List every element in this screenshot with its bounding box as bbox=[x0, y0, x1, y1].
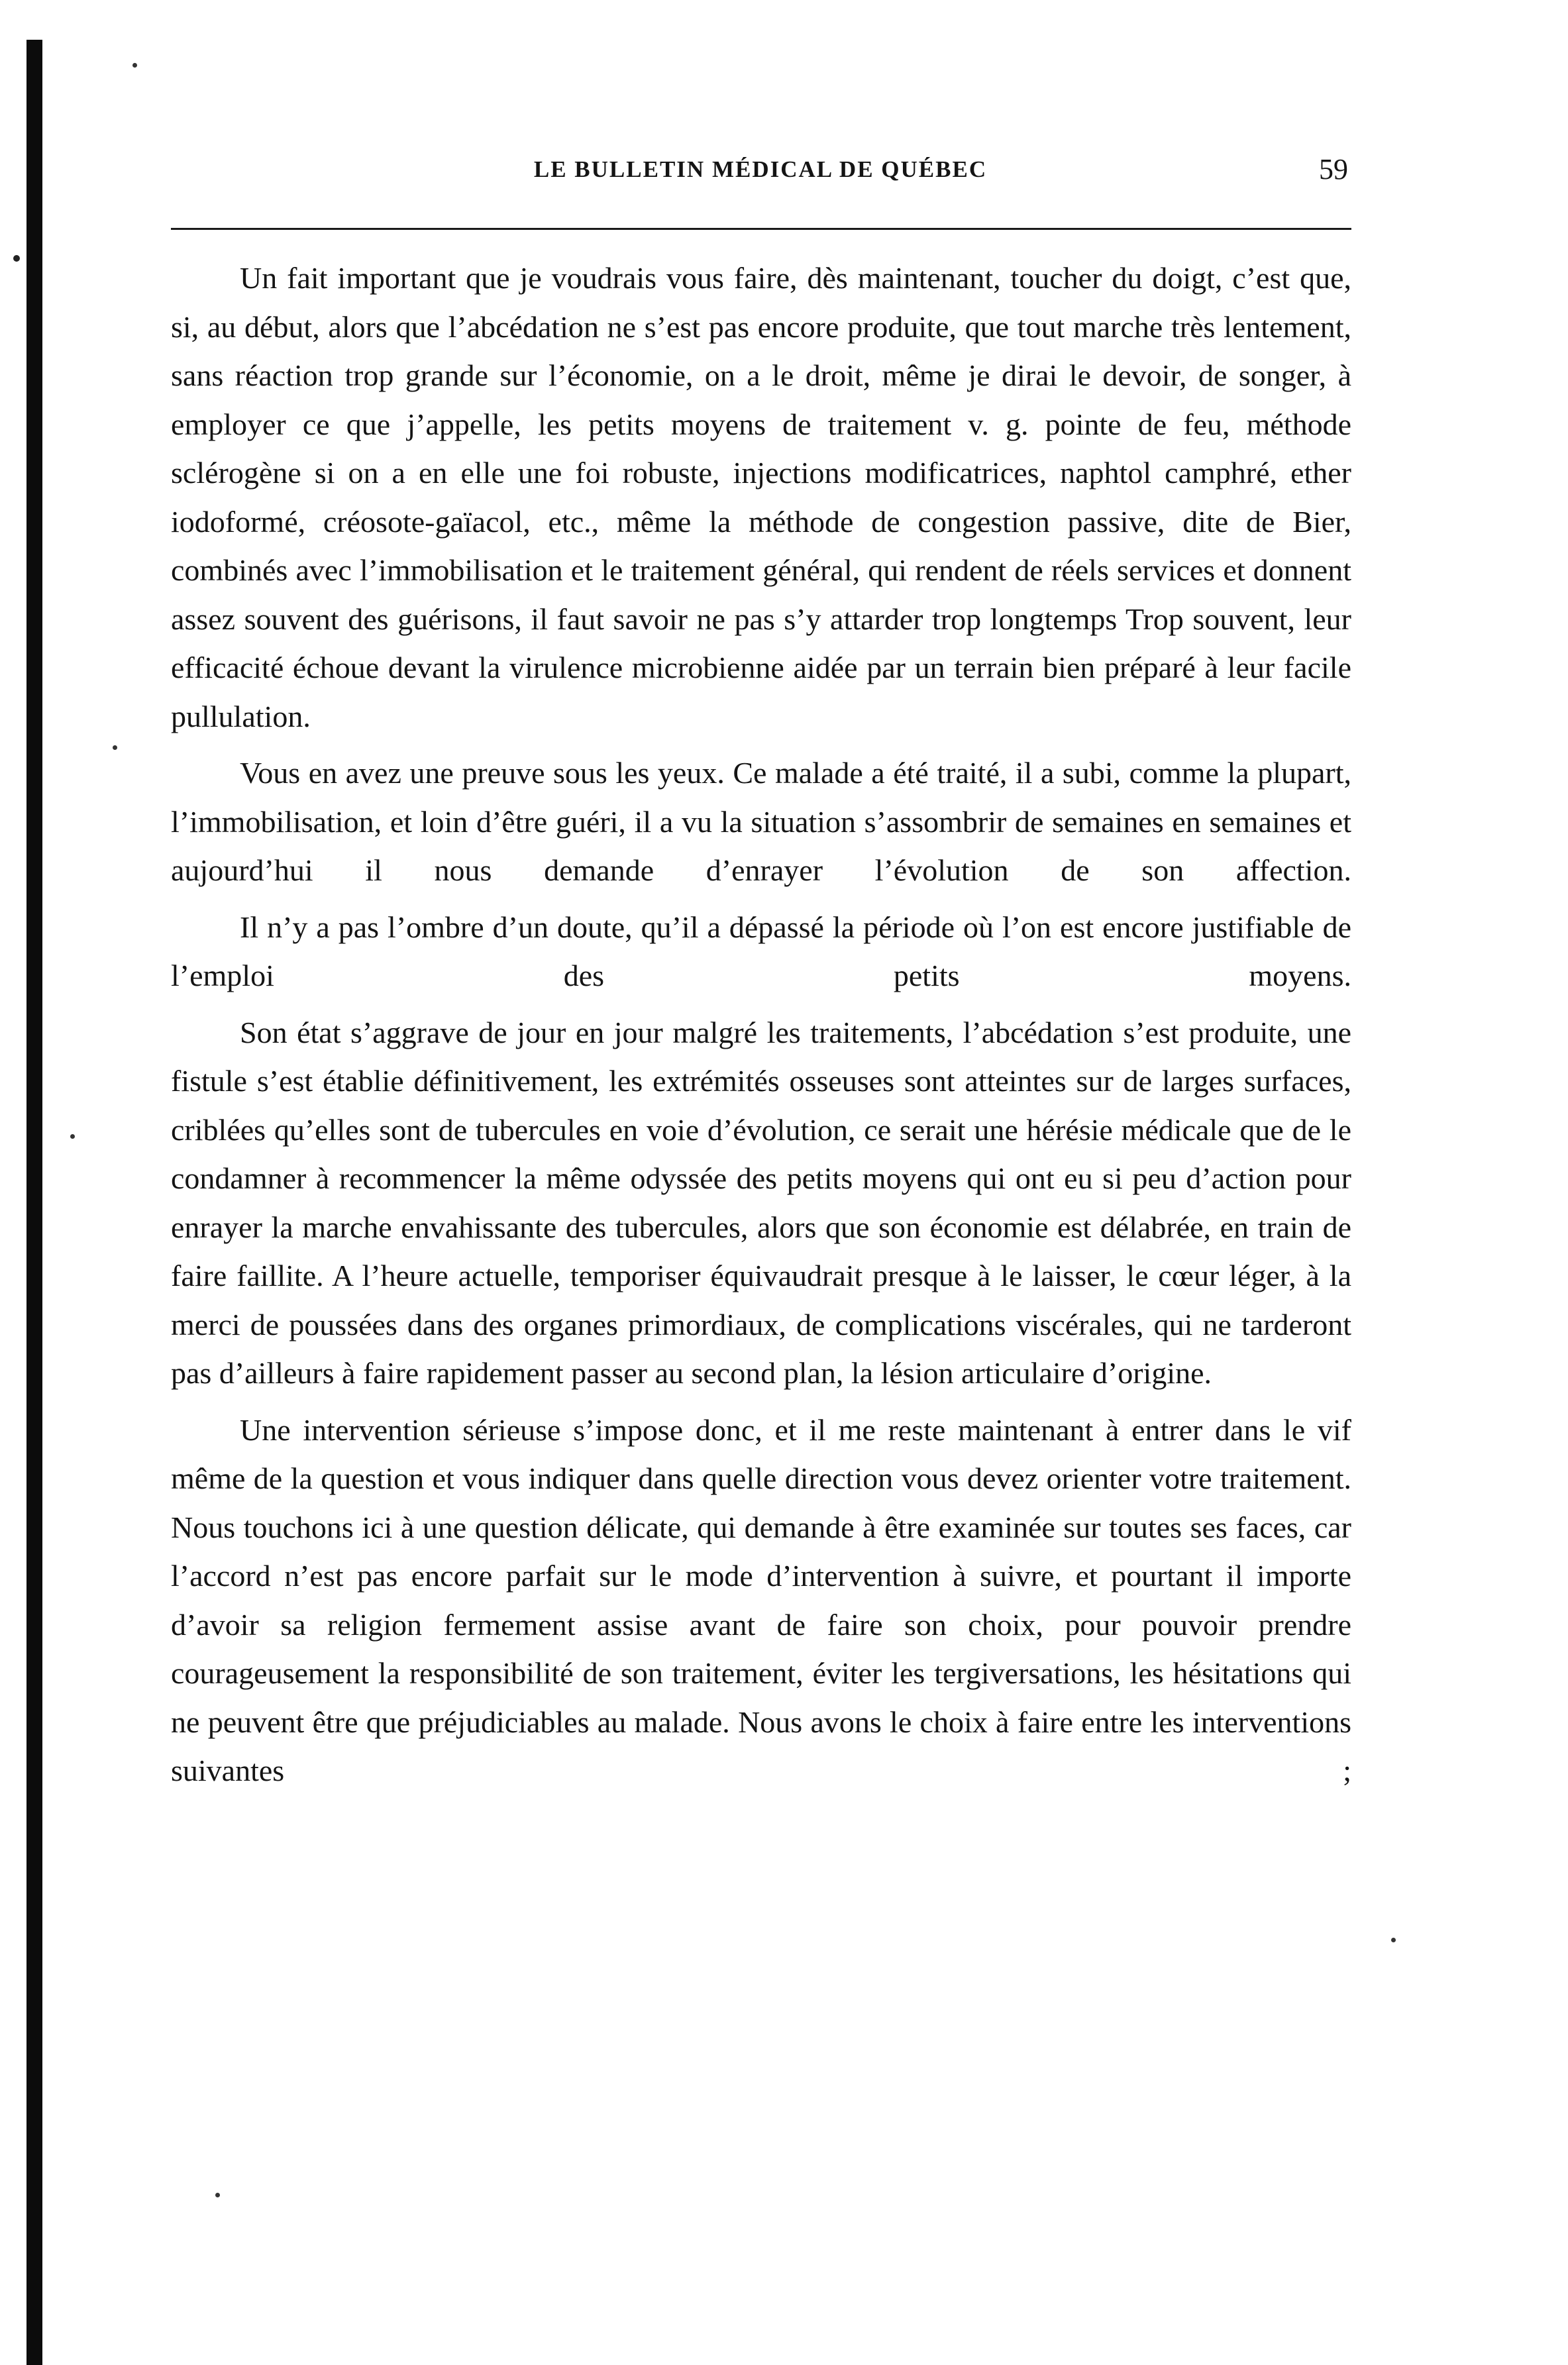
paragraph-4: Son état s’aggrave de jour en jour malgré les traitements, l’abcédation s’est produite, une fistule s’est établie définitivement, les extrémités osseuses sont atteintes sur de larges surfaces, criblées qu’elles sont de tubercules en voie d’évolution, ce serait une hérésie médicale que de le condamner à recommencer la même odyssée des petits moyens qui ont eu si peu d’action pour enrayer la marche envahissante des tubercules, alors que son économie est délabrée, en train de faire faillite. A l’heure actuelle, temporiser équivaudrait presque à le laisser, le cœur léger, à la merci de poussées dans des organes primordiaux, de complications viscérales, qui ne tarderont pas d’ailleurs à faire rapidement passer au second plan, la lésion articulaire d’origine. bbox=[171, 1015, 1351, 1390]
page-header bbox=[168, 150, 1353, 189]
scan-speck bbox=[1391, 1938, 1396, 1942]
scan-speck bbox=[113, 745, 117, 750]
paragraph-2: Vous en avez une preuve sous les yeux. Ce malade a été traité, il a subi, comme la plupart, l’immobilisation, et loin d’être guéri, il a vu la situation s’assombrir de semaines en semaines et aujourd’hui il nous demande d’enrayer l’évolution de son affection. bbox=[171, 756, 1351, 887]
scan-speck bbox=[70, 1134, 75, 1139]
running-title: LE BULLETIN MÉDICAL DE QUÉBEC bbox=[533, 156, 988, 182]
page-number: 59 bbox=[1319, 153, 1348, 185]
page-binding-edge bbox=[26, 40, 42, 2365]
scan-speck bbox=[13, 255, 20, 262]
scan-speck bbox=[215, 2193, 220, 2197]
paragraph-3: Il n’y a pas l’ombre d’un doute, qu’il a dépassé la période où l’on est encore justifiable de l’emploi des petits moyens. bbox=[171, 910, 1351, 992]
paragraph-5: Une intervention sérieuse s’impose donc, et il me reste maintenant à entrer dans le vif même de la question et vous indiquer dans quelle direction vous devez orienter votre traitement. Nous touchons ici à une question délicate, qui demande à être examinée sur toutes ses faces, car l’accord n’est pas encore parfait sur le mode d’intervention à suivre, et pourtant il importe d’avoir sa religion fermement assise avant de faire son choix, pour pouvoir prendre courageusement la responsibilité de son traitement, éviter les tergiversations, les hésitations qui ne peuvent être que préjudiciables au malade. Nous avons le choix à faire entre les interventions suivantes ; bbox=[171, 1412, 1351, 1787]
scan-speck bbox=[132, 63, 137, 68]
article-body bbox=[171, 254, 1351, 1803]
header-rule bbox=[171, 228, 1351, 230]
paragraph-1: Un fait important que je voudrais vous faire, dès maintenant, toucher du doigt, c’est que, si, au début, alors que l’abcédation ne s’est pas encore produite, que tout marche très lentement, sans réaction trop grande sur l’économie, on a le droit, même je dirai le devoir, de songer, à employer ce que j’appelle, les petits moyens de traitement v. g. pointe de feu, méthode sclérogène si on a en elle une foi robuste, injections modificatrices, naphtol camphré, ether iodoformé, créosote-gaïacol, etc., même la méthode de congestion passive, dite de Bier, combinés avec l’immobilisation et le traitement général, qui rendent de réels services et donnent assez souvent des guérisons, il faut savoir ne pas s’y attarder trop longtemps Trop souvent, leur efficacité échoue devant la virulence microbienne aidée par un terrain bien préparé à leur facile pullulation. bbox=[171, 261, 1351, 733]
